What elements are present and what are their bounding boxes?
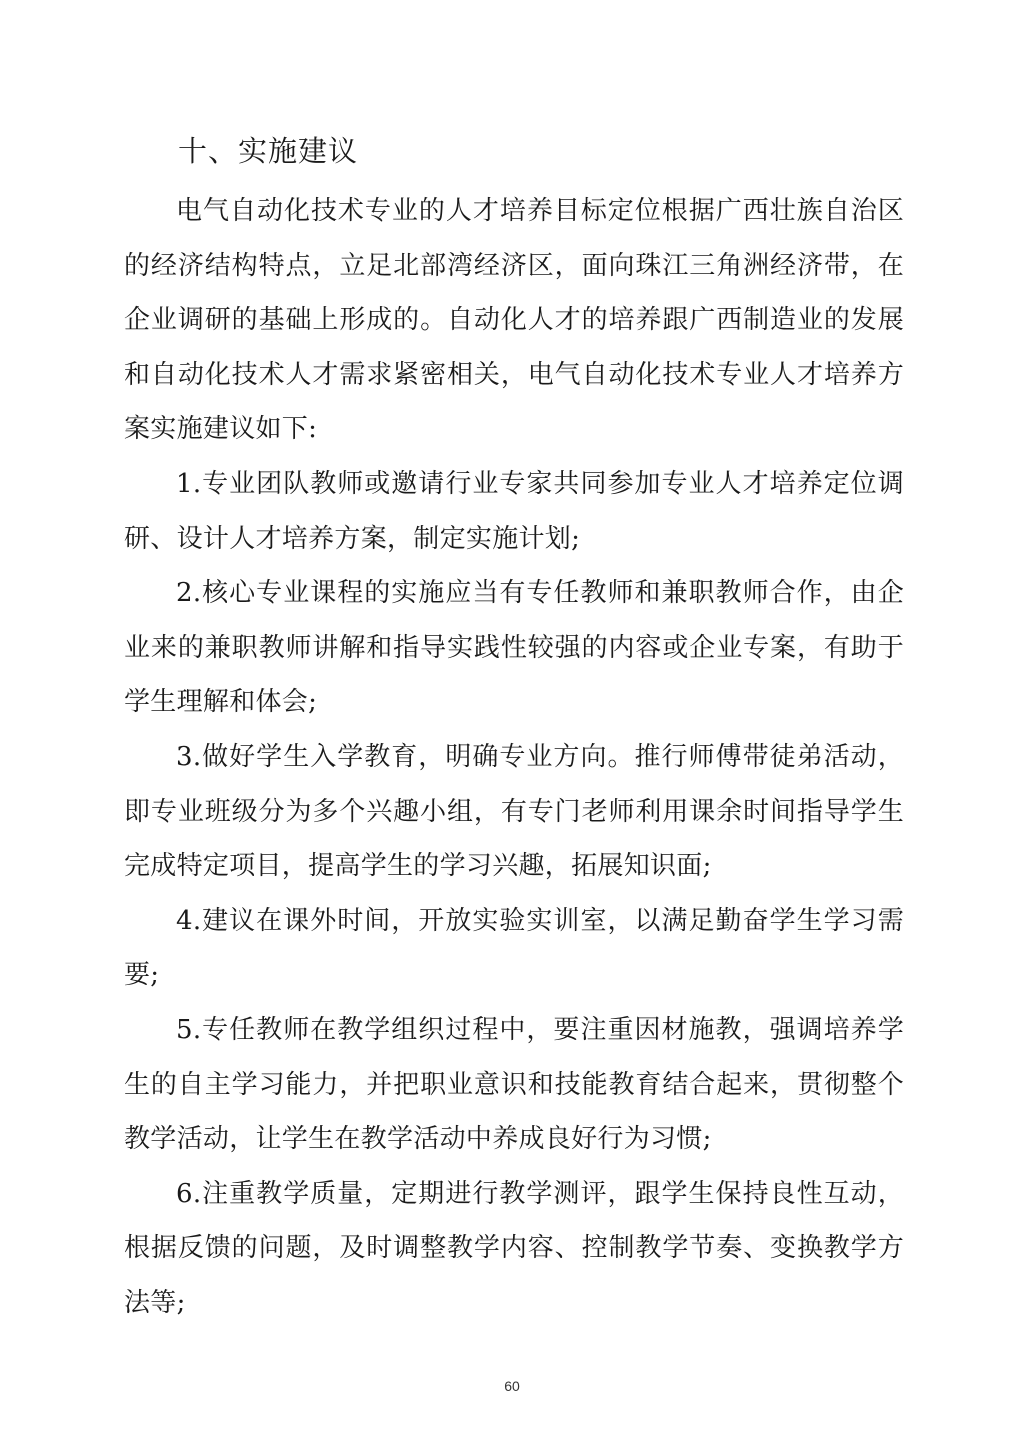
section-heading: 十、实施建议: [178, 134, 359, 168]
list-item-4: 4.建议在课外时间，开放实验实训室，以满足勤奋学生学习需要;: [124, 905, 904, 991]
list-item-5: 5.专任教师在教学组织过程中，要注重因材施教，强调培养学生的自主学习能力，并把职业意识和技能教育结合起来，贯彻整个教学活动，让学生在教学活动中养成良好行为习惯;: [124, 1014, 904, 1155]
intro-paragraph: 电气自动化技术专业的人才培养目标定位根据广西壮族自治区的经济结构特点，立足北部湾经济区，面向珠江三角洲经济带，在企业调研的基础上形成的。自动化人才的培养跟广西制造业的发展和自动化技术人才需求紧密相关，电气自动化技术专业人才培养方案实施建议如下:: [124, 196, 904, 445]
list-item-2: 2.核心专业课程的实施应当有专任教师和兼职教师合作，由企业来的兼职教师讲解和指导实践性较强的内容或企业专案，有助于学生理解和体会;: [124, 578, 904, 718]
list-item-3: 3.做好学生入学教育，明确专业方向。推行师傅带徒弟活动，即专业班级分为多个兴趣小组，有专门老师利用课余时间指导学生完成特定项目，提高学生的学习兴趣，拓展知识面;: [124, 741, 904, 882]
list-item-6: 6.注重教学质量，定期进行教学测评，跟学生保持良性互动，根据反馈的问题，及时调整教学内容、控制教学节奏、变换教学方法等;: [124, 1178, 904, 1318]
list-item-1: 1.专业团队教师或邀请行业专家共同参加专业人才培养定位调研、设计人才培养方案，制定实施计划;: [124, 468, 904, 554]
document-body: [124, 128, 904, 1330]
page-number: 60: [504, 1378, 520, 1394]
